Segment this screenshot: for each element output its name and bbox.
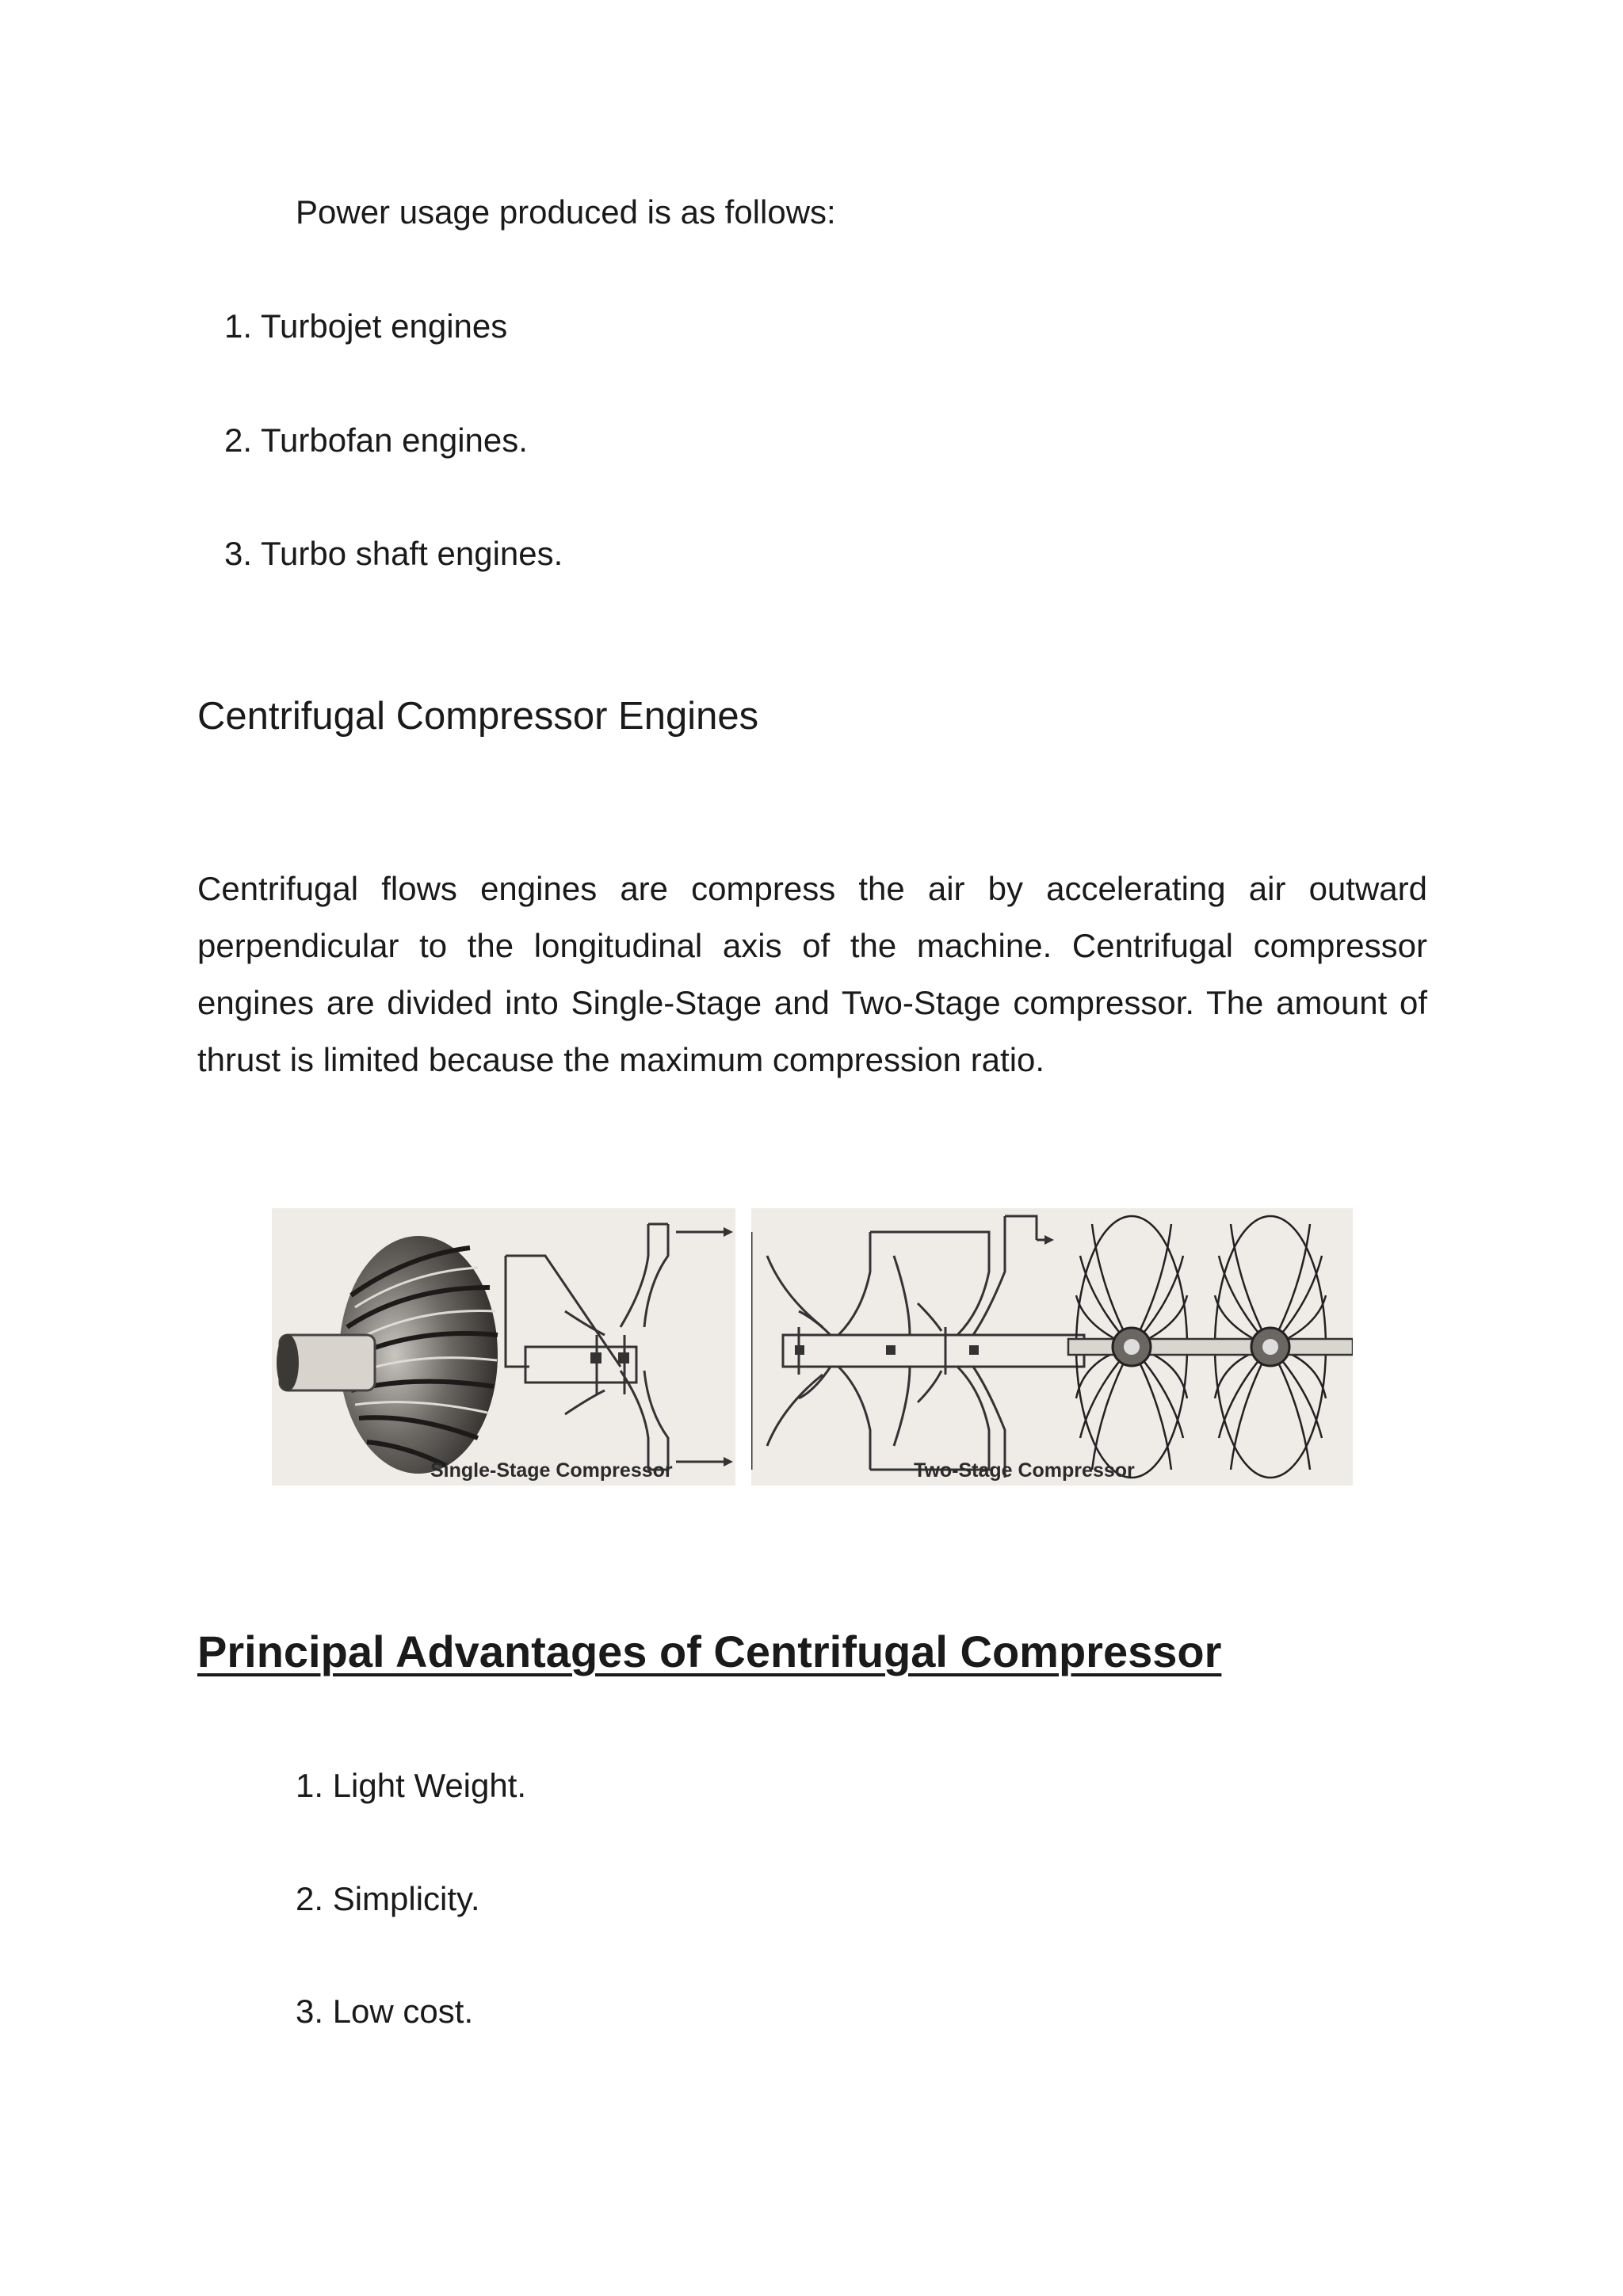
two-stage-illustration xyxy=(751,1208,1353,1486)
power-list-item: 1. Turbojet engines xyxy=(224,307,508,345)
single-stage-caption: Single-Stage Compressor xyxy=(430,1459,673,1482)
advantage-item: 3. Low cost. xyxy=(296,1993,474,2030)
advantage-item: 2. Simplicity. xyxy=(296,1880,480,1917)
two-stage-caption: Two-Stage Compressor xyxy=(914,1459,1135,1482)
compressor-figure xyxy=(272,1208,1353,1486)
power-list-item: 3. Turbo shaft engines. xyxy=(224,535,563,572)
body-paragraph: Centrifugal flows engines are compress the air by accelerating air outward perpendicular to the longitudinal axis of the machine. Centrifugal compressor engines are divided into Single-Stage and Two-Stage compressor. The amount of thrust is limited because the maximum compression ratio. xyxy=(197,870,1427,1078)
power-list-item: 2. Turbofan engines. xyxy=(224,421,528,459)
section-heading: Centrifugal Compressor Engines xyxy=(197,695,759,738)
advantage-item: 1. Light Weight. xyxy=(296,1767,527,1804)
single-stage-illustration xyxy=(272,1208,735,1486)
single-stage-drawing xyxy=(272,1208,735,1486)
advantages-heading: Principal Advantages of Centrifugal Compressor xyxy=(197,1627,1222,1676)
intro-text: Power usage produced is as follows: xyxy=(296,193,836,231)
two-stage-drawing xyxy=(751,1208,1353,1486)
